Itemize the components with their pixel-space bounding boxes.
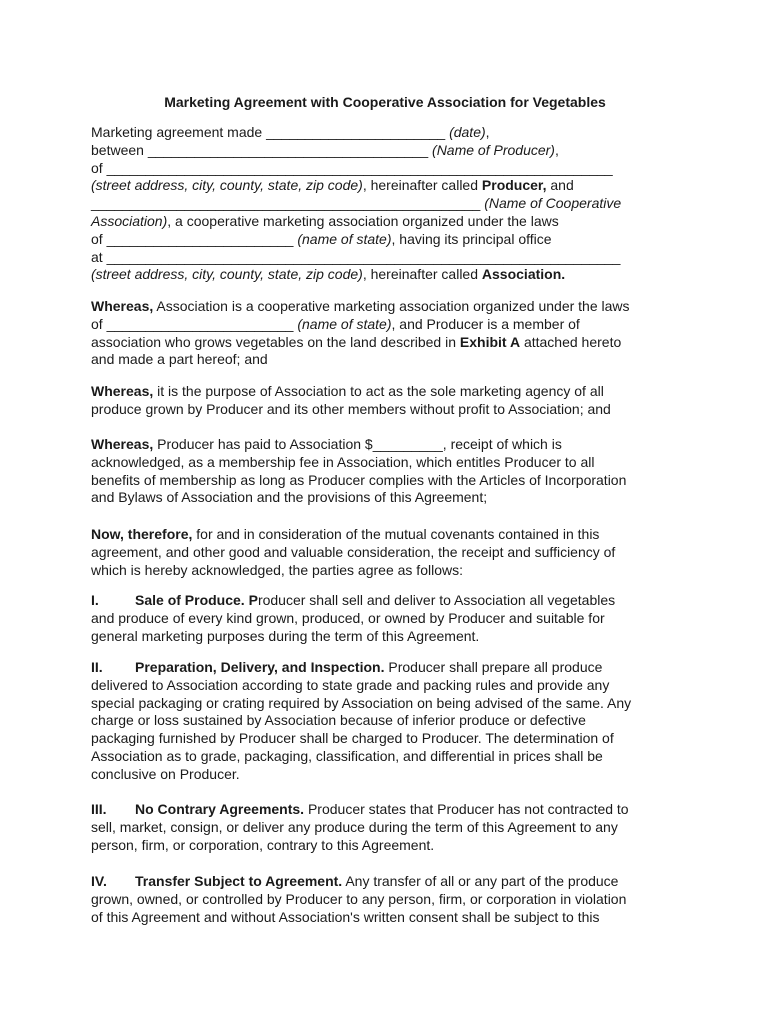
whereas-label: Whereas, xyxy=(91,436,154,452)
intro-text: , a cooperative marketing association organized under the laws xyxy=(167,212,559,229)
now-therefore-paragraph xyxy=(91,526,683,579)
association-name-blank: __________________________________________________ xyxy=(91,195,481,212)
intro-text: between xyxy=(91,141,148,158)
whereas3-line-2: acknowledged, as a membership fee in Association, which entitles Producer to all xyxy=(91,453,595,470)
whereas3-line-1 xyxy=(91,436,683,454)
whereas-text: , and Producer is a member of xyxy=(391,315,580,332)
section-4-line-1 xyxy=(91,873,683,891)
whereas3-line-4: and Bylaws of Association and the provisions of this Agreement; xyxy=(91,489,488,506)
intro-line-9 xyxy=(91,266,683,284)
association-defined-term: Association. xyxy=(481,266,566,283)
now-text: for and in consideration of the mutual covenants contained in this xyxy=(192,526,600,542)
whereas-paragraph-1 xyxy=(91,298,683,369)
intro-text: , having its principal office xyxy=(391,230,552,247)
whereas-text: of xyxy=(91,315,107,332)
state-hint: (name of state) xyxy=(293,315,392,332)
whereas3-line-3: benefits of membership as long as Producer complies with the Articles of Incorporation xyxy=(91,471,627,488)
section-heading: Sale of Produce. P xyxy=(135,592,258,608)
producer-defined-term: Producer, xyxy=(481,177,547,194)
intro-text: Marketing agreement made xyxy=(91,124,267,140)
section-text: Producer states that Producer has not contracted to xyxy=(304,801,629,817)
section-3-line-2: sell, market, consign, or deliver any produce during the term of this Agreement to any xyxy=(91,818,618,835)
section-1 xyxy=(91,592,683,645)
intro-text: , hereinafter called xyxy=(362,266,482,283)
section-2-line-2: delivered to Association according to state grade and packing rules and provide any xyxy=(91,676,610,693)
section-4-line-2: grown, owned, or controlled by Producer to any person, firm, or corporation in violation xyxy=(91,890,627,907)
section-1-line-1 xyxy=(91,592,683,610)
section-3-line-1 xyxy=(91,801,683,819)
section-heading: No Contrary Agreements. xyxy=(135,801,305,817)
intro-line-3: of _________________________________________________________________ xyxy=(91,159,613,176)
whereas-text: attached hereto xyxy=(520,333,622,350)
whereas2-line-1 xyxy=(91,383,683,401)
section-4 xyxy=(91,873,683,926)
date-hint: (date) xyxy=(445,124,486,140)
whereas-paragraph-2 xyxy=(91,383,683,419)
now-therefore-label: Now, therefore, xyxy=(91,526,193,542)
section-number: I. xyxy=(91,592,99,608)
section-2 xyxy=(91,659,683,784)
state-hint: (name of state) xyxy=(293,230,392,247)
document-title: Marketing Agreement with Cooperative Association for Vegetables xyxy=(164,94,606,110)
producer-name-hint: (Name of Producer) xyxy=(428,141,555,158)
whereas-text: Producer has paid to Association $_________, receipt of which is xyxy=(153,436,562,452)
whereas-text: Association is a cooperative marketing association organized under the laws xyxy=(153,298,630,314)
section-number: III. xyxy=(91,801,107,817)
section-1-line-3: general marketing purposes during the term of this Agreement. xyxy=(91,627,480,644)
section-number: IV. xyxy=(91,873,107,889)
whereas1-line-3 xyxy=(91,334,683,352)
association-name-hint: Association) xyxy=(91,212,168,229)
section-3 xyxy=(91,801,683,854)
intro-line-5 xyxy=(91,195,683,213)
intro-line-2 xyxy=(91,142,683,160)
section-heading: Transfer Subject to Agreement. xyxy=(135,873,343,889)
punct: , xyxy=(554,141,559,158)
association-name-hint: (Name of Cooperative xyxy=(480,195,622,212)
whereas-text: association who grows vegetables on the land described in xyxy=(91,333,460,350)
section-1-line-2: and produce of every kind grown, produced, or owned by Producer and suitable for xyxy=(91,609,605,626)
section-text: roducer shall sell and deliver to Association all vegetables xyxy=(257,592,616,608)
state-blank: ________________________ xyxy=(106,315,294,332)
whereas2-line-2: produce grown by Producer and its other members without profit to Association; and xyxy=(91,400,611,417)
address-hint: (street address, city, county, state, zip code) xyxy=(91,266,363,283)
section-heading: Preparation, Delivery, and Inspection. xyxy=(135,659,385,675)
section-text: Any transfer of all or any part of the produce xyxy=(342,873,619,889)
whereas-paragraph-3 xyxy=(91,436,683,507)
section-4-line-3: of this Agreement and without Association's written consent shall be subject to this xyxy=(91,908,600,925)
date-blank: _______________________ xyxy=(266,124,446,140)
section-3-line-3: person, firm, or corporation, contrary to this Agreement. xyxy=(91,836,435,853)
section-number: II. xyxy=(91,659,103,675)
intro-text: of xyxy=(91,230,107,247)
intro-line-1 xyxy=(91,124,683,142)
intro-text: , hereinafter called xyxy=(362,177,482,194)
intro-paragraph xyxy=(91,124,683,284)
intro-line-4 xyxy=(91,177,683,195)
whereas1-line-4: and made a part hereof; and xyxy=(91,351,268,368)
now-line-1 xyxy=(91,526,683,544)
now-line-3: which is hereby acknowledged, the parties agree as follows: xyxy=(91,561,463,578)
intro-line-6 xyxy=(91,213,683,231)
address-hint: (street address, city, county, state, zip code) xyxy=(91,177,363,194)
punct: , xyxy=(485,124,490,140)
now-line-2: agreement, and other good and valuable consideration, the receipt and sufficiency of xyxy=(91,543,616,560)
section-2-line-5: packaging furnished by Producer shall be charged to Producer. The determination of xyxy=(91,730,614,747)
exhibit-reference: Exhibit A xyxy=(459,333,521,350)
section-2-line-3: special packaging or crating required by Association on being advised of the same. Any xyxy=(91,694,632,711)
whereas-label: Whereas, xyxy=(91,383,154,399)
producer-name-blank: ____________________________________ xyxy=(147,141,429,158)
state-blank: ________________________ xyxy=(106,230,294,247)
section-text: Producer shall prepare all produce xyxy=(384,659,603,675)
intro-line-7 xyxy=(91,231,683,249)
whereas1-line-1 xyxy=(91,298,683,316)
section-2-line-4: charge or loss sustained by Association because of inferior produce or defective xyxy=(91,712,586,729)
whereas-text: it is the purpose of Association to act as the sole marketing agency of all xyxy=(153,383,604,399)
whereas-label: Whereas, xyxy=(91,298,154,314)
intro-text: and xyxy=(546,177,574,194)
section-2-line-6: Association as to grade, packaging, classification, and differential in prices shall be xyxy=(91,747,603,764)
section-2-line-1 xyxy=(91,659,683,677)
section-2-line-7: conclusive on Producer. xyxy=(91,765,240,782)
intro-line-8: at __________________________________________________________________ xyxy=(91,248,621,265)
whereas1-line-2 xyxy=(91,316,683,334)
